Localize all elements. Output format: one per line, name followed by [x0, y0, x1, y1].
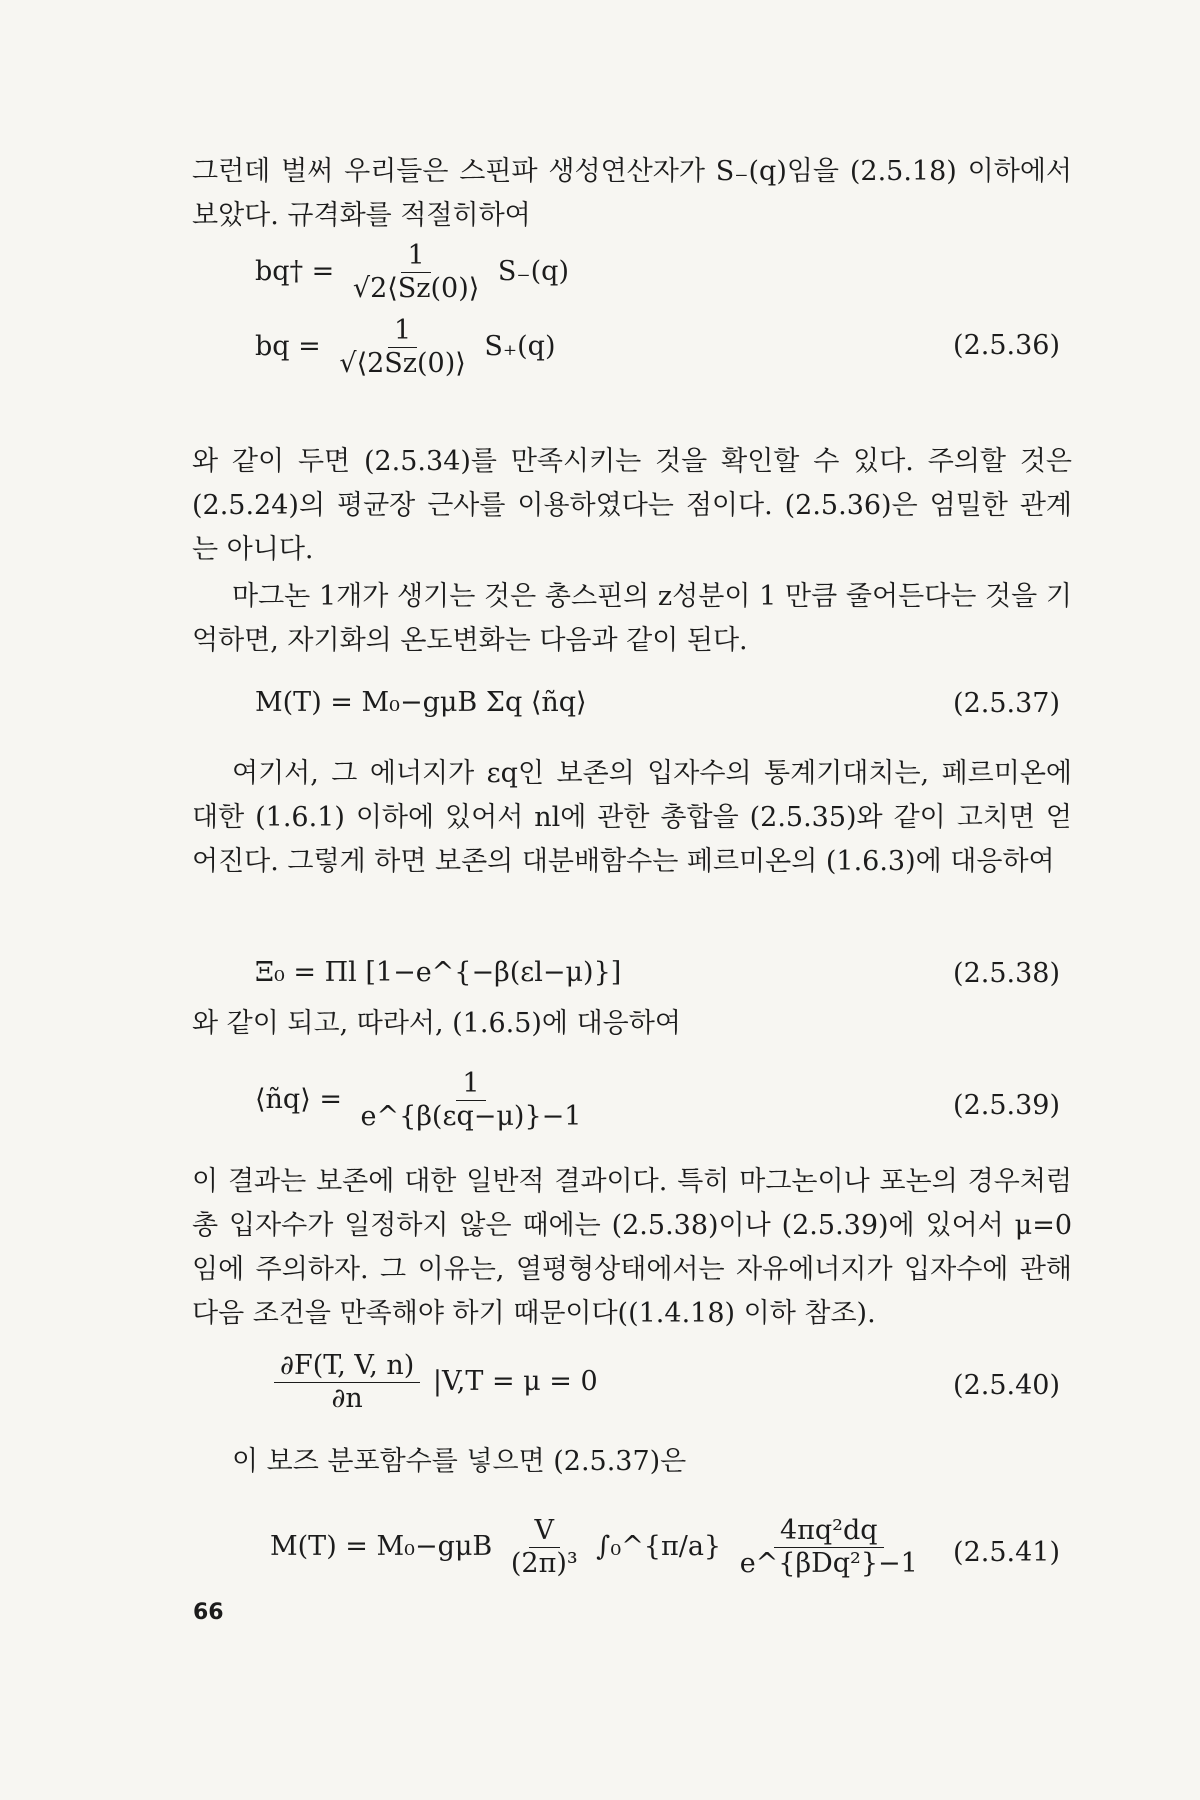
paragraph-1: 그런데 벌써 우리들은 스핀파 생성연산자가 S₋(q)임을 (2.5.18) 이하에서 보았다. 규격화를 적절히하여 [192, 156, 1072, 231]
equation-2-5-41 [270, 1515, 928, 1580]
eq36b-rhs: S₊(q) [484, 331, 556, 362]
eq39-denominator: e^{β(εq−μ)}−1 [360, 1101, 582, 1132]
eq41-f2-denominator: e^{βDq²}−1 [739, 1548, 918, 1579]
eq40-numerator: ∂F(T, V, n) [274, 1350, 420, 1383]
equation-2-5-37: M(T) = M₀−gμB Σq ⟨ñq⟩ [255, 687, 587, 718]
equation-2-5-36b [255, 315, 556, 380]
eq40-denominator: ∂n [331, 1383, 363, 1414]
equation-2-5-38: Ξ₀ = Πl [1−e^{−β(εl−μ)}] [255, 957, 622, 988]
paragraph-3: 마그논 1개가 생기는 것은 총스핀의 z성분이 1 만큼 줄어든다는 것을 기억하면, 자기화의 온도변화는 다음과 같이 된다. [192, 581, 1072, 656]
equation-number-2-5-40: (2.5.40) [953, 1370, 1060, 1401]
eq36a-rhs: S₋(q) [497, 256, 569, 287]
eq36b-lhs: bq = [255, 331, 321, 362]
eq36b-numerator: 1 [388, 315, 417, 348]
equation-number-2-5-37: (2.5.37) [953, 688, 1060, 719]
eq36a-denominator: √2⟨Sz(0)⟩ [352, 273, 480, 304]
paragraph-2: 와 같이 두면 (2.5.34)를 만족시키는 것을 확인할 수 있다. 주의할 것은 (2.5.24)의 평균장 근사를 이용하였다는 점이다. (2.5.36)은 엄밀한 관계는 아니다. [192, 446, 1072, 565]
eq41-fraction-2 [734, 1515, 924, 1580]
equation-2-5-40 [270, 1350, 598, 1415]
eq41-integral: ∫₀^{π/a} [596, 1531, 722, 1562]
eq41-f1-numerator: V [529, 1515, 561, 1548]
eq39-lhs: ⟨ñq⟩ = [255, 1084, 342, 1115]
eq41-f1-denominator: (2π)³ [510, 1548, 578, 1579]
equation-number-2-5-39: (2.5.39) [953, 1090, 1060, 1121]
page-number: 66 [193, 1600, 224, 1625]
eq39-fraction [355, 1068, 588, 1133]
eq41-lhs: M(T) = M₀−gμB [270, 1531, 493, 1562]
eq36a-lhs: bq† = [255, 256, 335, 287]
equation-number-2-5-38: (2.5.38) [953, 958, 1060, 989]
eq36b-fraction [333, 315, 471, 380]
eq39-numerator: 1 [456, 1068, 485, 1101]
equation-number-2-5-36: (2.5.36) [953, 330, 1060, 361]
eq41-f2-numerator: 4πq²dq [774, 1515, 884, 1548]
paragraph-6: 이 결과는 보존에 대한 일반적 결과이다. 특히 마그논이나 포논의 경우처럼 총 입자수가 일정하지 않은 때에는 (2.5.38)이나 (2.5.39)에 있어서 μ=0임에 주의하자. 그 이유는, 열평형상태에서는 자유에너지가 입자수에 관해 다음 조건을 만족해야 하기 때문이다((1.4.18) 이하 참조). [192, 1166, 1072, 1329]
eq36b-denominator: √⟨2Sz(0)⟩ [339, 348, 466, 379]
equation-2-5-39 [255, 1068, 591, 1133]
eq36a-numerator: 1 [401, 240, 430, 273]
equation-number-2-5-41: (2.5.41) [953, 1537, 1060, 1568]
eq40-rhs: |V,T = μ = 0 [432, 1366, 598, 1397]
eq36a-fraction [347, 240, 485, 305]
eq40-fraction [274, 1350, 420, 1415]
paragraph-4: 여기서, 그 에너지가 εq인 보존의 입자수의 통계기대치는, 페르미온에 대한 (1.6.1) 이하에 있어서 nl에 관한 총합을 (2.5.35)와 같이 고치면 얻어진다. 그렇게 하면 보존의 대분배함수는 페르미온의 (1.6.3)에 대응하여 [192, 758, 1072, 877]
equation-2-5-36a [255, 240, 569, 305]
eq41-fraction-1 [505, 1515, 584, 1580]
paragraph-5: 와 같이 되고, 따라서, (1.6.5)에 대응하여 [192, 1008, 681, 1039]
paragraph-7: 이 보즈 분포함수를 넣으면 (2.5.37)은 [232, 1446, 687, 1477]
